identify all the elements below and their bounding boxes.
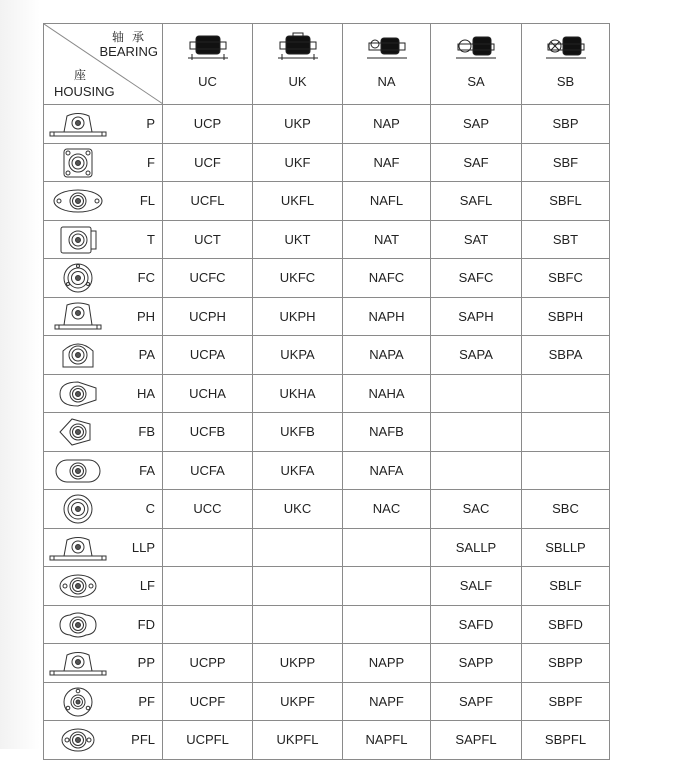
model-cell: SBPF (522, 682, 610, 721)
housing-cell (44, 105, 163, 144)
model-cell: NAPH (343, 297, 431, 336)
model-cell: NAT (343, 220, 431, 259)
pressed-two-bolt-flange-icon (46, 724, 110, 756)
pillow-block-icon (46, 108, 110, 140)
housing-cell (44, 182, 163, 221)
housing-code: C (145, 501, 155, 517)
model-cell: NAFC (343, 259, 431, 298)
housing-code: T (147, 231, 155, 247)
model-cell: UCPH (163, 297, 253, 336)
sb-bearing-icon (544, 32, 588, 62)
model-cell: UKFC (253, 259, 343, 298)
model-cell: SAFC (431, 259, 522, 298)
housing-code: PA (138, 347, 155, 363)
model-cell: SAFL (431, 182, 522, 221)
model-cell: SAC (431, 490, 522, 529)
na-bearing-icon (365, 32, 409, 62)
housing-code: FL (139, 193, 155, 209)
model-cell: SBFD (522, 605, 610, 644)
table-row (44, 682, 610, 721)
model-cell: SAP (431, 105, 522, 144)
model-cell: UCP (163, 105, 253, 144)
housing-cell (44, 451, 163, 490)
bearing-type-label: UK (288, 74, 307, 89)
model-cell: NAPF (343, 682, 431, 721)
model-cell: SAPP (431, 644, 522, 683)
model-cell: UCFC (163, 259, 253, 298)
model-cell: SBPFL (522, 721, 610, 760)
model-cell: SAPH (431, 297, 522, 336)
housing-cell (44, 413, 163, 452)
model-cell: UCFA (163, 451, 253, 490)
header-col-sa (431, 24, 522, 105)
model-cell: UKPH (253, 297, 343, 336)
model-cell: NAPFL (343, 721, 431, 760)
take-up-icon (46, 224, 110, 256)
model-cell (522, 413, 610, 452)
header-col-na (343, 24, 431, 105)
model-cell: SBF (522, 143, 610, 182)
housing-label-cn: 座 (74, 68, 87, 82)
table-body (44, 24, 610, 760)
model-cell: NAF (343, 143, 431, 182)
low-pillow-block-icon (46, 532, 110, 564)
model-cell: UKFL (253, 182, 343, 221)
table-row (44, 220, 610, 259)
housing-code: F (147, 154, 155, 170)
model-cell: NAFB (343, 413, 431, 452)
round-flange-icon (46, 262, 110, 294)
model-cell (343, 528, 431, 567)
model-cell: NAHA (343, 374, 431, 413)
housing-label: HOUSING (54, 84, 115, 99)
model-cell (431, 413, 522, 452)
housing-cell (44, 605, 163, 644)
table-row (44, 143, 610, 182)
model-cell (163, 567, 253, 606)
model-cell: SBP (522, 105, 610, 144)
model-cell: UKPA (253, 336, 343, 375)
model-cell (253, 605, 343, 644)
housing-cell (44, 259, 163, 298)
model-cell: SBC (522, 490, 610, 529)
model-cell (163, 605, 253, 644)
bearing-type-label: NA (377, 74, 396, 89)
housing-cell (44, 567, 163, 606)
adjustable-flange-icon (46, 455, 110, 487)
model-cell: UCHA (163, 374, 253, 413)
square-flange-icon (46, 147, 110, 179)
table-row (44, 644, 610, 683)
model-cell: SBT (522, 220, 610, 259)
table-row (44, 528, 610, 567)
housing-code: FA (139, 462, 155, 478)
bearing-type-label: SA (467, 74, 485, 89)
light-two-bolt-flange-icon (46, 570, 110, 602)
housing-cell (44, 297, 163, 336)
housing-code: PFL (131, 732, 155, 748)
header-col-sb (522, 24, 610, 105)
model-cell: SBFC (522, 259, 610, 298)
housing-code: FC (137, 270, 155, 286)
tapped-base-pillow-icon (46, 339, 110, 371)
table-row (44, 374, 610, 413)
table-row (44, 297, 610, 336)
model-cell: NAFL (343, 182, 431, 221)
housing-cell (44, 220, 163, 259)
model-cell (431, 451, 522, 490)
housing-cell (44, 528, 163, 567)
pressed-flange-icon (46, 686, 110, 718)
model-cell: UKT (253, 220, 343, 259)
housing-code: LF (139, 578, 155, 594)
model-cell: UCFB (163, 413, 253, 452)
table-row (44, 182, 610, 221)
header-col-uk (253, 24, 343, 105)
housing-cell (44, 644, 163, 683)
model-cell: UCPP (163, 644, 253, 683)
table-row (44, 605, 610, 644)
model-cell: UCC (163, 490, 253, 529)
model-cell: SBPP (522, 644, 610, 683)
table-row (44, 336, 610, 375)
table-row (44, 451, 610, 490)
model-cell: SALLP (431, 528, 522, 567)
housing-cell (44, 143, 163, 182)
model-cell: UCPA (163, 336, 253, 375)
table-row (44, 105, 610, 144)
cartridge-icon (46, 493, 110, 525)
bearing-type-label: UC (198, 74, 217, 89)
bearing-housing-table (43, 23, 610, 760)
header-row (44, 24, 610, 105)
model-cell: UKPF (253, 682, 343, 721)
model-cell: NAPA (343, 336, 431, 375)
tall-pillow-block-icon (46, 301, 110, 333)
model-cell: UKP (253, 105, 343, 144)
model-cell: UKHA (253, 374, 343, 413)
model-cell: UKPFL (253, 721, 343, 760)
model-cell (253, 567, 343, 606)
bearing-label-cn: 轴承 (111, 30, 152, 44)
table-row (44, 490, 610, 529)
model-cell: UCPFL (163, 721, 253, 760)
model-cell: UCT (163, 220, 253, 259)
bearing-type-label: SB (556, 74, 575, 89)
model-cell (163, 528, 253, 567)
housing-code: FB (138, 424, 155, 440)
model-cell: NAC (343, 490, 431, 529)
bearing-label: BEARING (99, 44, 158, 59)
housing-code: PP (137, 655, 155, 671)
three-bolt-flange-icon (46, 416, 110, 448)
housing-cell (44, 336, 163, 375)
model-cell: SAT (431, 220, 522, 259)
left-margin-shading (0, 0, 40, 749)
model-cell (343, 567, 431, 606)
table-row (44, 567, 610, 606)
housing-cell (44, 490, 163, 529)
model-cell: SBPA (522, 336, 610, 375)
model-cell (343, 605, 431, 644)
model-cell: UKPP (253, 644, 343, 683)
model-cell: UCPF (163, 682, 253, 721)
model-cell: SALF (431, 567, 522, 606)
diamond-flange-icon (46, 609, 110, 641)
model-cell: UKFA (253, 451, 343, 490)
sa-bearing-icon (454, 32, 498, 62)
housing-code: FD (137, 616, 155, 632)
housing-code: PF (138, 693, 155, 709)
model-cell (522, 374, 610, 413)
model-cell (431, 374, 522, 413)
two-bolt-flange-icon (46, 185, 110, 217)
model-cell: SBFL (522, 182, 610, 221)
model-cell: UKF (253, 143, 343, 182)
housing-cell (44, 721, 163, 760)
model-cell: SAPA (431, 336, 522, 375)
model-cell: UKC (253, 490, 343, 529)
model-cell: UKFB (253, 413, 343, 452)
model-cell: SAFD (431, 605, 522, 644)
table-row (44, 259, 610, 298)
housing-code: LLP (131, 539, 155, 555)
header-corner-cell (44, 24, 163, 105)
housing-cell (44, 374, 163, 413)
model-cell: SAPF (431, 682, 522, 721)
housing-code: PH (136, 308, 155, 324)
uk-bearing-icon (276, 32, 320, 62)
model-cell: SBPH (522, 297, 610, 336)
model-cell: UCFL (163, 182, 253, 221)
model-cell: NAFA (343, 451, 431, 490)
model-cell: NAP (343, 105, 431, 144)
model-cell: SAPFL (431, 721, 522, 760)
model-cell: SBLF (522, 567, 610, 606)
table-row (44, 413, 610, 452)
housing-cell (44, 682, 163, 721)
pressed-pillow-block-icon (46, 647, 110, 679)
hanger-icon (46, 378, 110, 410)
uc-bearing-icon (186, 32, 230, 62)
model-cell: UCF (163, 143, 253, 182)
model-cell (253, 528, 343, 567)
housing-code: HA (136, 385, 155, 401)
model-cell: SBLLP (522, 528, 610, 567)
model-cell: NAPP (343, 644, 431, 683)
model-cell (522, 451, 610, 490)
header-col-uc (163, 24, 253, 105)
model-cell: SAF (431, 143, 522, 182)
table-row (44, 721, 610, 760)
housing-code: P (146, 116, 155, 132)
